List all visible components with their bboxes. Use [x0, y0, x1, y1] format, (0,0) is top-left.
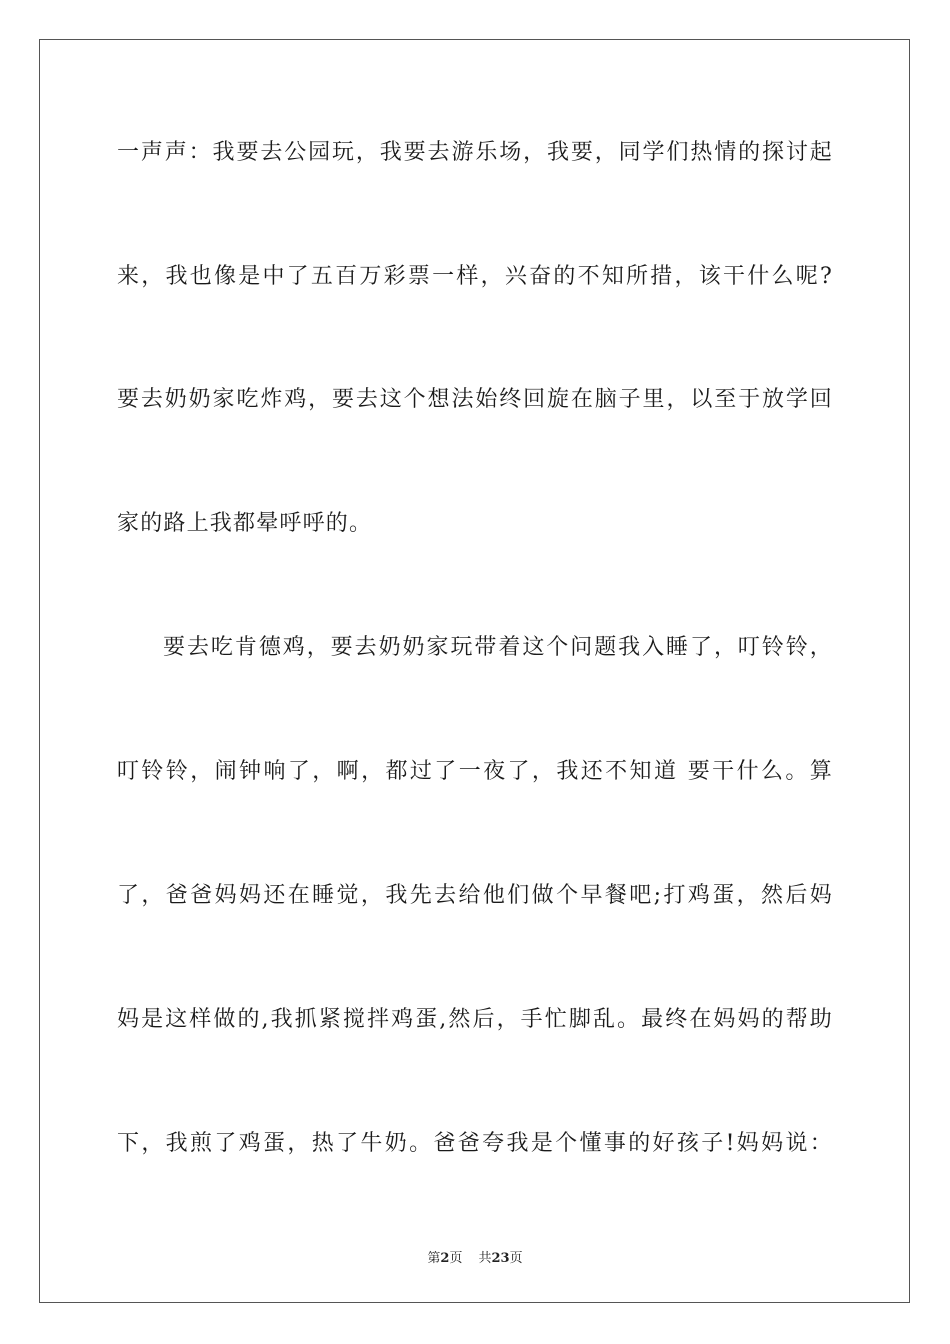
text-line: 来，我也像是中了五百万彩票一样，兴奋的不知所措，该干什么呢? [117, 264, 833, 289]
text-line: 家的路上我都晕呼呼的。 [117, 511, 373, 536]
total-pages: 23 [491, 1251, 510, 1266]
paragraph-start-line: 要去吃肯德鸡，要去奶奶家玩带着这个问题我入睡了，叮铃铃， [163, 635, 833, 660]
page-border [39, 39, 910, 1303]
page-suffix: 页 [449, 1251, 463, 1266]
text-line: 下，我煎了鸡蛋，热了牛奶。爸爸夸我是个懂事的好孩子!妈妈说： [117, 1131, 833, 1156]
text-line: 了，爸爸妈妈还在睡觉，我先去给他们做个早餐吧;打鸡蛋，然后妈 [117, 883, 833, 908]
text-line: 叮铃铃，闹钟响了，啊，都过了一夜了，我还不知道 要干什么。算 [117, 759, 833, 784]
total-prefix: 共 [478, 1251, 492, 1266]
text-line: 一声声：我要去公园玩，我要去游乐场，我要，同学们热情的探讨起 [117, 140, 833, 165]
page-footer [0, 1247, 950, 1266]
page-prefix: 第 [427, 1251, 441, 1266]
page-number: 2 [440, 1251, 450, 1266]
total-suffix: 页 [509, 1251, 523, 1266]
text-line: 妈是这样做的,我抓紧搅拌鸡蛋,然后，手忙脚乱。最终在妈妈的帮助 [117, 1007, 833, 1032]
text-line: 要去奶奶家吃炸鸡，要去这个想法始终回旋在脑子里，以至于放学回 [117, 387, 833, 412]
